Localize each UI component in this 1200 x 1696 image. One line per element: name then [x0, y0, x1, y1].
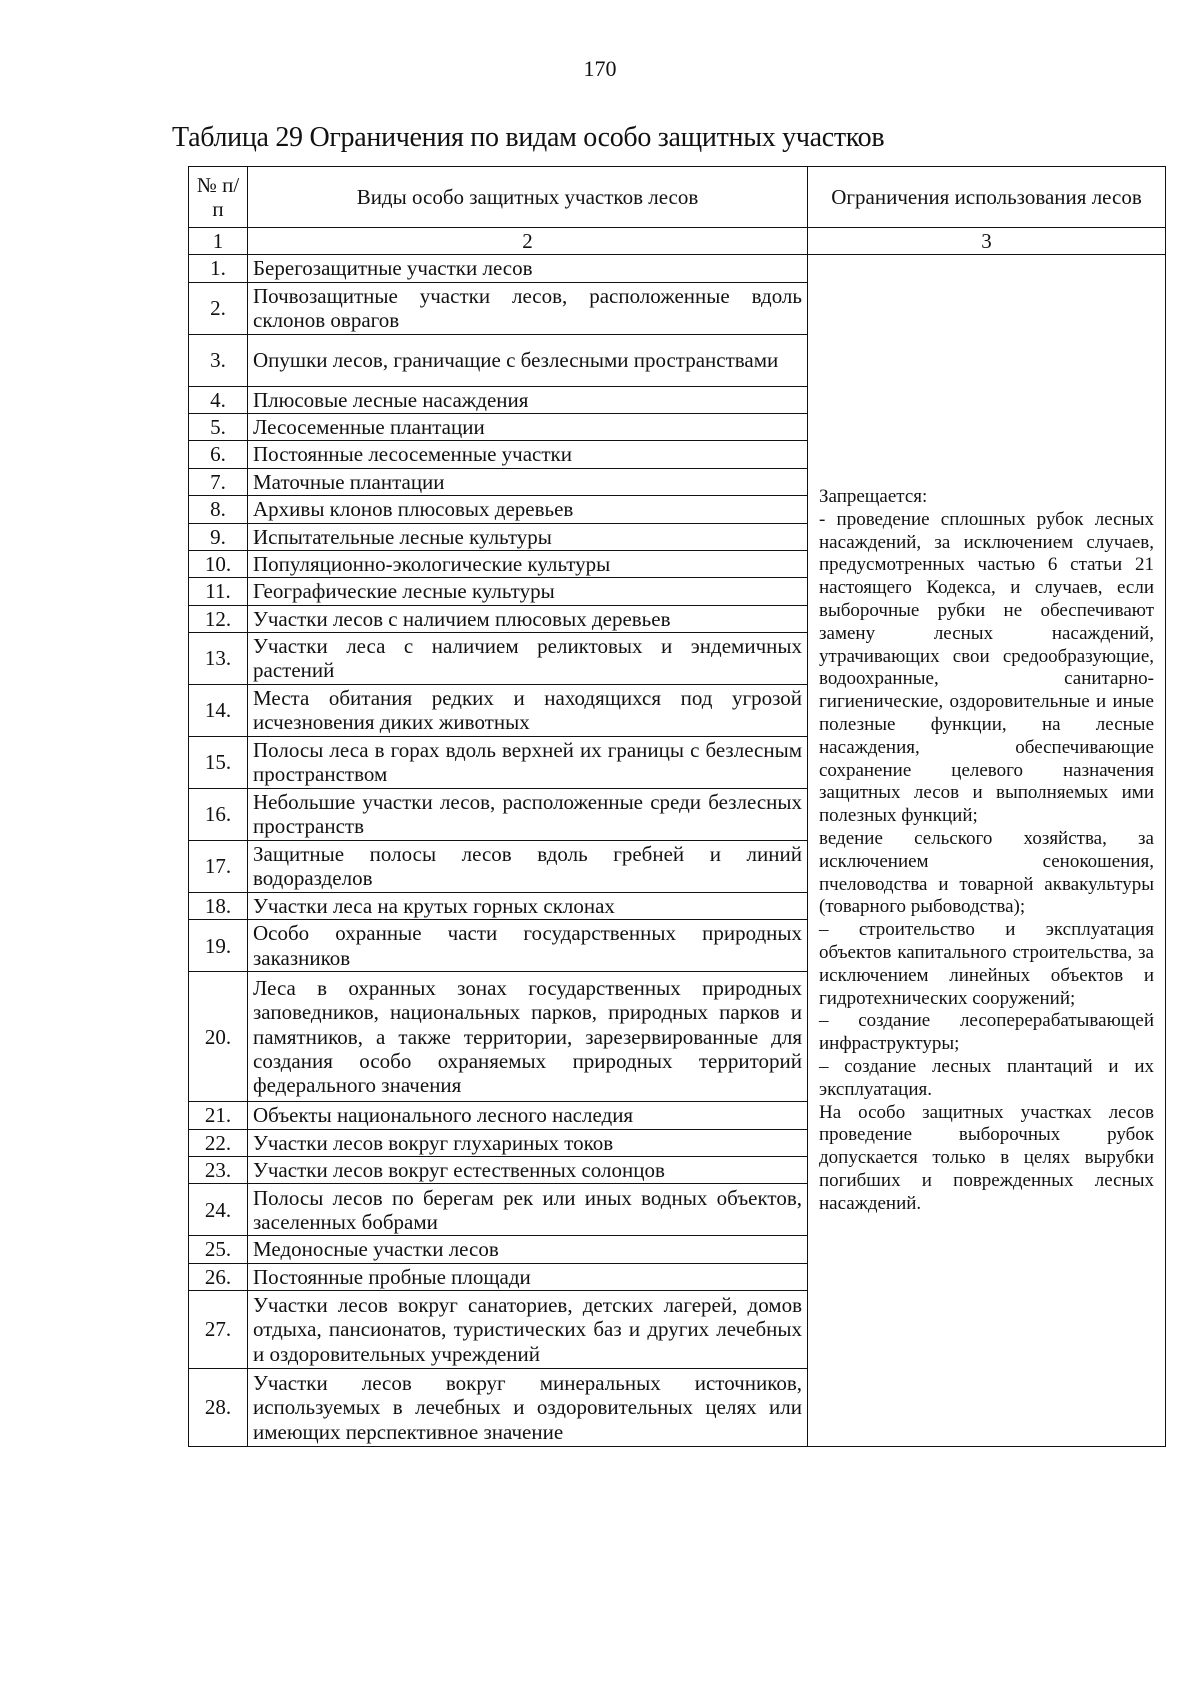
- row-number: 14.: [189, 684, 248, 736]
- restrictions-cell: [808, 255, 1166, 1447]
- row-kind: Медоносные участки лесов: [248, 1236, 808, 1263]
- table-title: Таблица 29 Ограничения по видам особо защитных участков: [172, 122, 885, 153]
- row-kind: Полосы леса в горах вдоль верхней их границы с безлесным пространством: [248, 736, 808, 788]
- row-kind: Участки леса на крутых горных склонах: [248, 892, 808, 919]
- row-number: 16.: [189, 788, 248, 840]
- row-number: 4.: [189, 386, 248, 413]
- page-number: 170: [583, 56, 617, 81]
- row-number: 15.: [189, 736, 248, 788]
- row-kind: Участки лесов с наличием плюсовых деревьев: [248, 605, 808, 632]
- header-kind: Виды особо защитных участков лесов: [248, 167, 808, 228]
- row-number: 24.: [189, 1184, 248, 1236]
- row-kind: Места обитания редких и находящихся под угрозой исчезновения диких животных: [248, 684, 808, 736]
- row-kind: Небольшие участки лесов, расположенные среди безлесных пространств: [248, 788, 808, 840]
- table-row: [189, 255, 1166, 282]
- header-num: № п/п: [189, 167, 248, 228]
- index-cell: 3: [808, 228, 1166, 255]
- row-kind: Географические лесные культуры: [248, 578, 808, 605]
- row-number: 25.: [189, 1236, 248, 1263]
- row-number: 2.: [189, 282, 248, 334]
- row-kind: Маточные плантации: [248, 468, 808, 495]
- row-number: 18.: [189, 892, 248, 919]
- row-number: 12.: [189, 605, 248, 632]
- row-kind: Участки лесов вокруг минеральных источников, используемых в лечебных и оздоровительных целях или имеющих перспективное значение: [248, 1369, 808, 1447]
- row-kind: Участки лесов вокруг глухариных токов: [248, 1129, 808, 1156]
- index-row: [189, 228, 1166, 255]
- header-restrictions: Ограничения использования лесов: [808, 167, 1166, 228]
- row-number: 13.: [189, 632, 248, 684]
- row-number: 3.: [189, 334, 248, 386]
- row-kind: Особо охранные части государственных природных заказников: [248, 920, 808, 972]
- row-kind: Плюсовые лесные насаждения: [248, 386, 808, 413]
- row-kind: Испытательные лесные культуры: [248, 523, 808, 550]
- header-row: [189, 167, 1166, 228]
- row-kind: Популяционно-экологические культуры: [248, 550, 808, 577]
- row-kind: Объекты национального лесного наследия: [248, 1102, 808, 1129]
- row-kind: Лесосеменные плантации: [248, 414, 808, 441]
- row-number: 27.: [189, 1291, 248, 1369]
- row-number: 8.: [189, 496, 248, 523]
- row-kind: Леса в охранных зонах государственных природных заповедников, национальных парков, природных парков и памятников, а также территории, зарезервированные для создания особо охраняемых природных территорий федерального значения: [248, 972, 808, 1102]
- row-kind: Почвозащитные участки лесов, расположенные вдоль склонов оврагов: [248, 282, 808, 334]
- row-kind: Полосы лесов по берегам рек или иных водных объектов, заселенных бобрами: [248, 1184, 808, 1236]
- row-kind: Постоянные пробные площади: [248, 1263, 808, 1290]
- row-kind: Постоянные лесосеменные участки: [248, 441, 808, 468]
- row-kind: Берегозащитные участки лесов: [248, 255, 808, 282]
- row-number: 1.: [189, 255, 248, 282]
- row-kind: Архивы клонов плюсовых деревьев: [248, 496, 808, 523]
- row-number: 20.: [189, 972, 248, 1102]
- row-number: 7.: [189, 468, 248, 495]
- index-cell: 1: [189, 228, 248, 255]
- row-number: 19.: [189, 920, 248, 972]
- row-number: 11.: [189, 578, 248, 605]
- row-number: 22.: [189, 1129, 248, 1156]
- restrictions-text: Запрещается: - проведение сплошных рубок лесных насаждений, за исключением случаев, предусмотренных частью 6 статьи 21 настоящего Кодекса, и случаев, если выборочные рубки не обеспечивают замену лесных насаждений, утрачивающих свои средообразующие, водоохранные, санитарно-гигиенические, оздоровительные и иные полезные функции, на лесные насаждения, обеспечивающие сохранение целевого назначения защитных лесов и выполняемых ими полезных функций; ведение сельского хозяйства, за исключением сенокошения, пчеловодства и товарной аквакультуры (товарного рыбоводства); – строительство и эксплуатация объектов капитального строительства, за исключением линейных объектов и гидротехнических сооружений; – создание лесоперерабатывающей инфраструктуры; – создание лесных плантаций и их эксплуатация. На особо защитных участках лесов проведение выборочных рубок допускается только в целях вырубки погибших и поврежденных лесных насаждений.: [819, 485, 1154, 1214]
- row-kind: Участки лесов вокруг естественных солонцов: [248, 1157, 808, 1184]
- row-number: 26.: [189, 1263, 248, 1290]
- restrictions-table: [188, 166, 1166, 1447]
- row-number: 28.: [189, 1369, 248, 1447]
- row-kind: Защитные полосы лесов вдоль гребней и линий водоразделов: [248, 840, 808, 892]
- row-number: 6.: [189, 441, 248, 468]
- row-number: 17.: [189, 840, 248, 892]
- row-number: 21.: [189, 1102, 248, 1129]
- row-kind: Участки лесов вокруг санаториев, детских лагерей, домов отдыха, пансионатов, туристических баз и других лечебных и оздоровительных учреждений: [248, 1291, 808, 1369]
- row-kind: Участки леса с наличием реликтовых и эндемичных растений: [248, 632, 808, 684]
- row-number: 5.: [189, 414, 248, 441]
- row-number: 10.: [189, 550, 248, 577]
- row-kind: Опушки лесов, граничащие с безлесными пространствами: [248, 334, 808, 386]
- row-number: 9.: [189, 523, 248, 550]
- table-body: [189, 255, 1166, 1447]
- row-number: 23.: [189, 1157, 248, 1184]
- index-cell: 2: [248, 228, 808, 255]
